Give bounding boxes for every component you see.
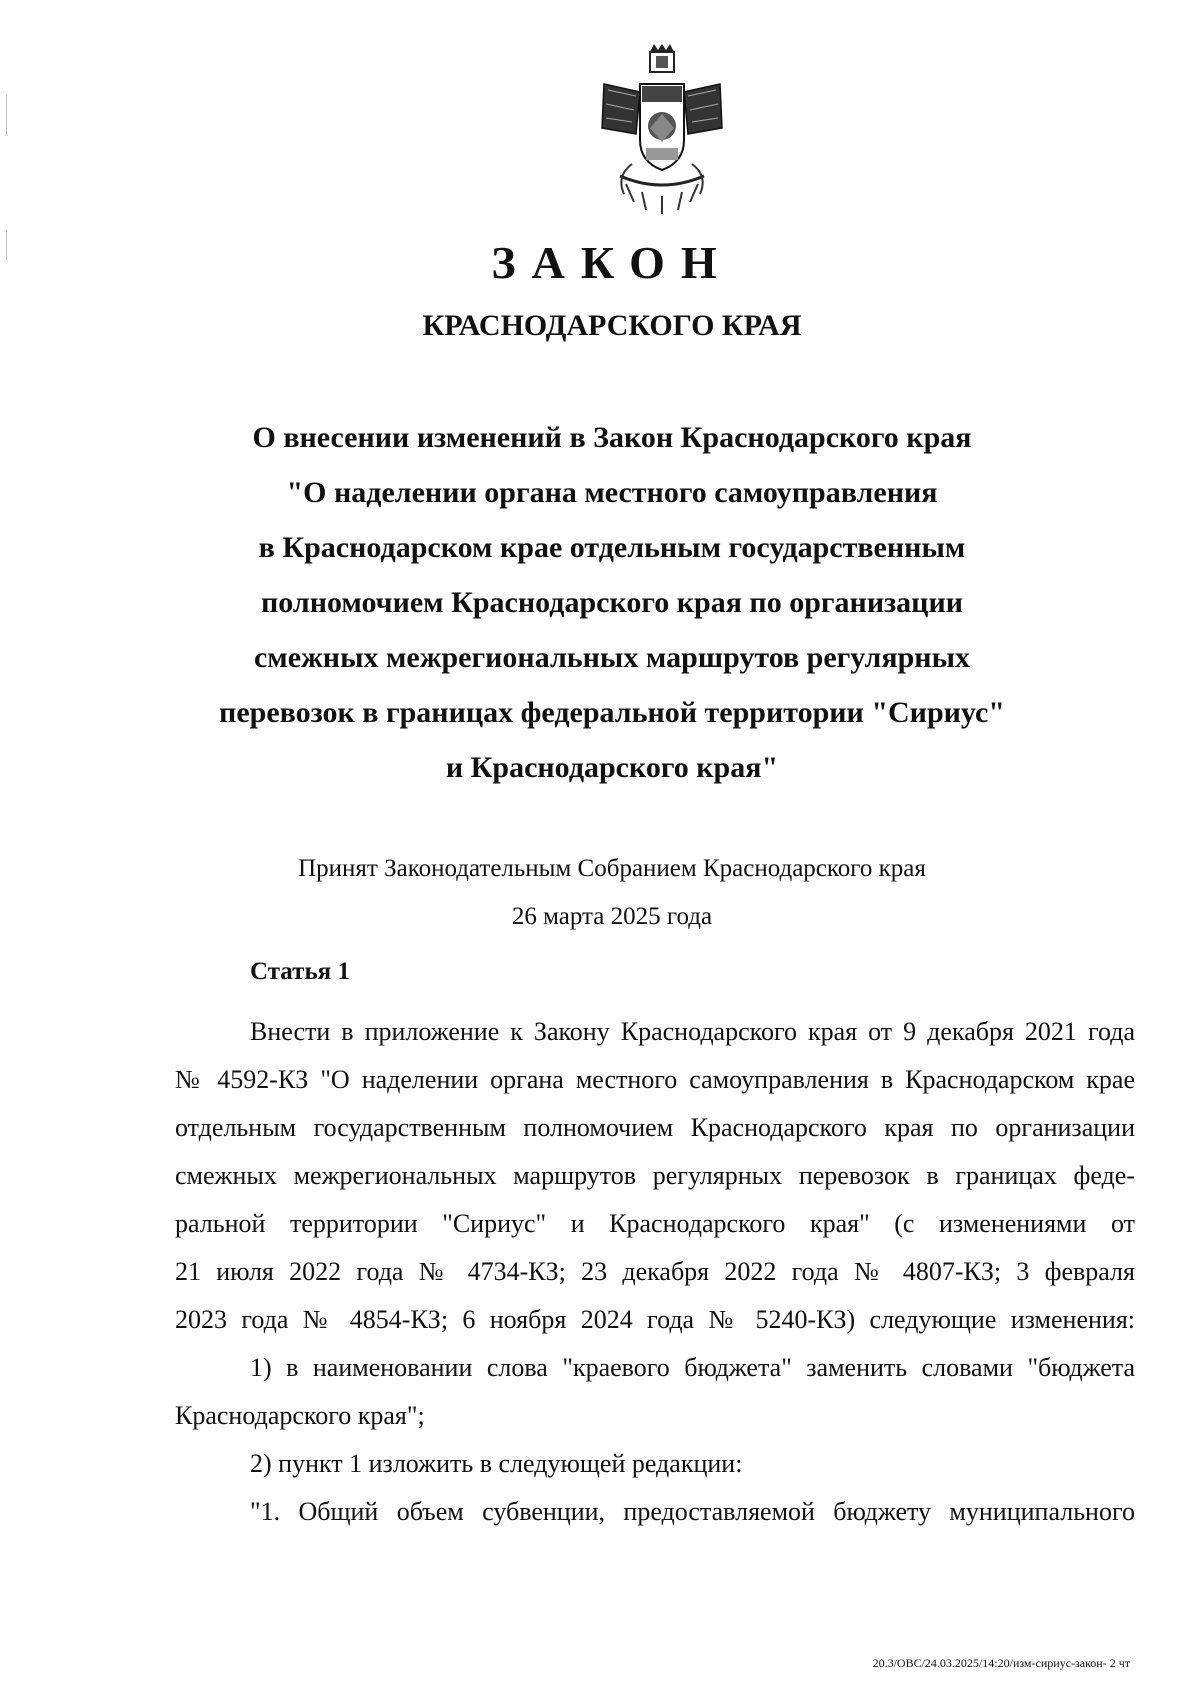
coat-of-arms-icon [596,44,728,216]
scan-mark [6,95,7,135]
heading-line: в Краснодарском крае отдельным государственным [258,531,966,564]
body-line: 2023 года № 4854-КЗ; 6 ноября 2024 года № 5240-КЗ) следующие изменения: [175,1305,1135,1334]
body-line: смежных межрегиональных маршрутов регулярных перевозок в границах феде- [175,1161,1135,1190]
body-line: Краснодарского края"; [175,1401,425,1430]
article-title: Статья 1 [250,958,350,985]
body-line: 21 июля 2022 года № 4734-КЗ; 23 декабря 2022 года № 4807-КЗ; 3 февраля [175,1257,1135,1286]
body-line: Внести в приложение к Закону Краснодарского края от 9 декабря 2021 года [250,1017,1135,1046]
footer-code: 20.3/ОВС/24.03.2025/14:20/изм-сириус-закон- 2 чт [872,1656,1130,1670]
adoption-date: 26 марта 2025 года [511,903,713,930]
law-title: ЗАКОН [491,237,733,288]
adopted-by: Принят Законодательным Собранием Краснодарского края [298,855,926,882]
heading-line: О внесении изменений в Закон Краснодарского края [252,421,972,454]
heading-line: смежных межрегиональных маршрутов регулярных [253,641,971,674]
heading-line: перевозок в границах федеральной территории "Сириус" [219,696,1005,729]
heading-line: полномочием Краснодарского края по организации [260,586,964,619]
heading-line: и Краснодарского края" [445,751,779,784]
heading-line: "О наделении органа местного самоуправления [286,476,938,509]
scan-mark [6,230,7,260]
body-line: № 4592-КЗ "О наделении органа местного самоуправления в Краснодарском крае [175,1065,1135,1094]
law-heading [150,410,1074,795]
body-line: отдельным государственным полномочием Краснодарского края по организации [175,1113,1135,1142]
body-line: 1) в наименовании слова "краевого бюджета" заменить словами "бюджета [250,1353,1135,1382]
adoption-info [150,845,1074,941]
body-line: "1. Общий объем субвенции, предоставляемой бюджету муниципального [250,1497,1135,1526]
body-line: 2) пункт 1 изложить в следующей редакции: [250,1449,743,1478]
article-body [175,1008,1135,1536]
body-line: ральной территории "Сириус" и Краснодарского края" (с изменениями от [175,1209,1135,1238]
law-subtitle: КРАСНОДАРСКОГО КРАЯ [422,309,802,342]
